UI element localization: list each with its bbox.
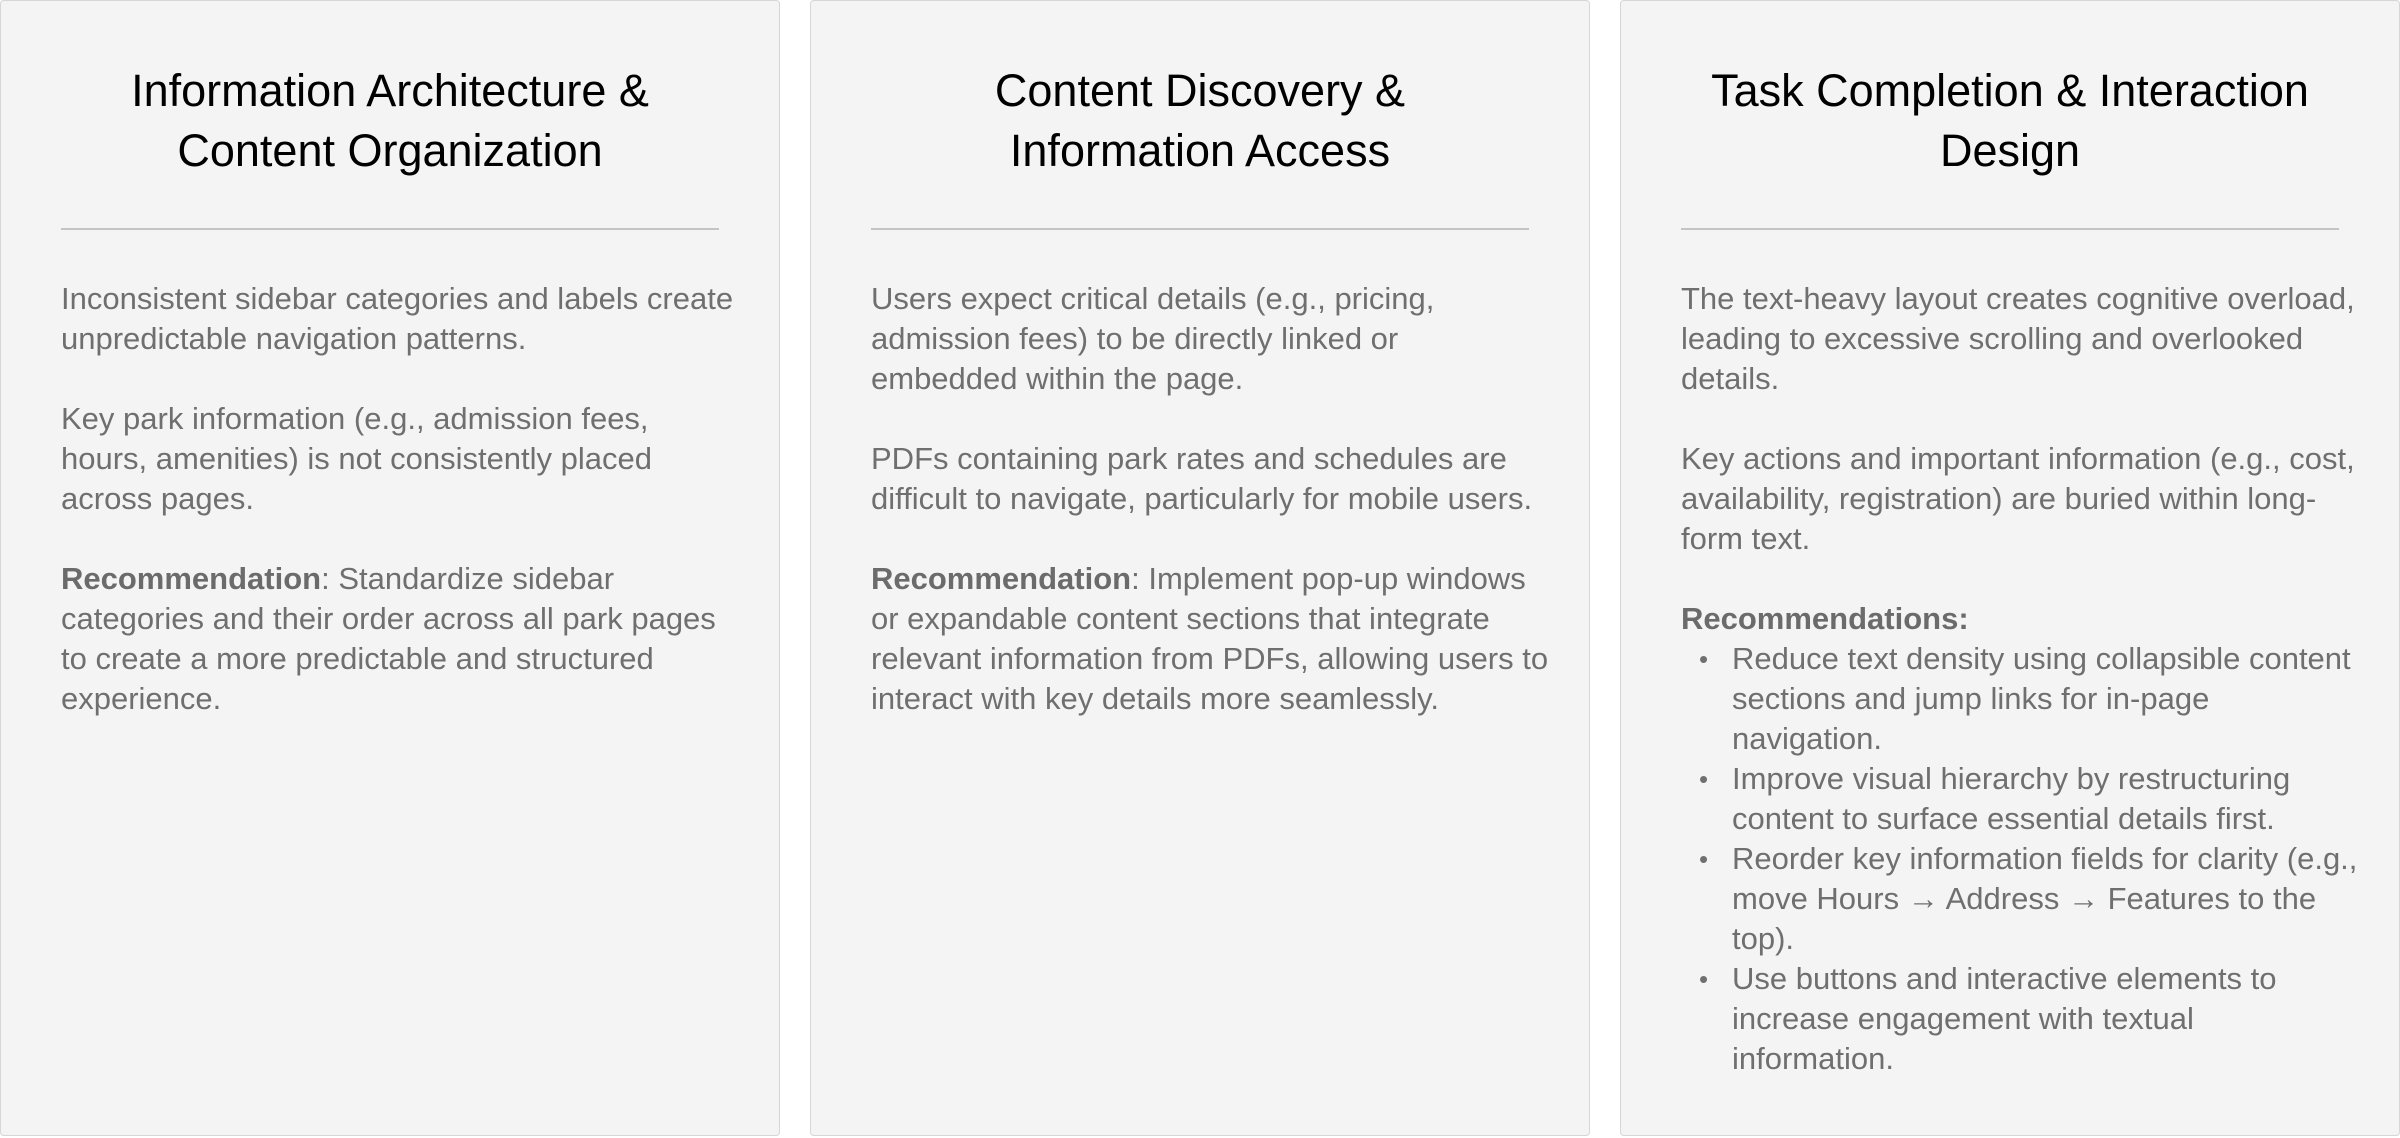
card-title [1681,61,2339,181]
card-information-architecture [0,0,780,1136]
recommendation-text: : Implement pop-up windows or expandable content sections that integrate relevant information from PDFs, allowing users to interact with key details more seamlessly. [871,561,1549,716]
card-title-line-2: Content Organization [177,125,603,176]
card-title [61,61,719,181]
card-title [871,61,1529,181]
card-task-completion [1620,0,2400,1136]
card-body [61,279,739,759]
bullet-icon: • [1699,844,1709,874]
list-item [1681,959,2359,1079]
bullet-icon: • [1699,964,1709,994]
finding-paragraph: The text-heavy layout creates cognitive overload, leading to excessive scrolling and overlooked details. [1681,281,2355,396]
list-item-text: Reduce text density using collapsible content sections and jump links for in-page navigation. [1732,641,2351,756]
recommendations-label: Recommendations: [1681,601,1969,636]
card-body [871,279,1549,759]
card-divider [61,228,719,230]
list-item-text: Improve visual hierarchy by restructuring content to surface essential details first. [1732,761,2291,836]
card-divider [871,228,1529,230]
finding-paragraph: Key park information (e.g., admission fees, hours, amenities) is not consistently placed across pages. [61,401,653,516]
recommendation-label: Recommendation [871,561,1132,596]
list-item [1681,839,2359,959]
bullet-icon: • [1699,764,1709,794]
finding-paragraph: Inconsistent sidebar categories and labels create unpredictable navigation patterns. [61,281,734,356]
card-title-line-1: Information Architecture & [131,65,649,116]
list-item [1681,639,2359,759]
recommendation-text: : Standardize sidebar categories and their order across all park pages to create a more predictable and structured experience. [61,561,716,716]
recommendations-list [1681,639,2359,1079]
card-title-line-1: Content Discovery & [994,65,1406,116]
list-item-text: Reorder key information fields for clarity (e.g., move Hours → Address → Features to the top). [1732,841,2358,956]
list-item-text: Use buttons and interactive elements to increase engagement with textual information. [1732,961,2277,1076]
card-title-line-1: Task Completion & Interaction [1711,65,2309,116]
finding-paragraph: PDFs containing park rates and schedules are difficult to navigate, particularly for mobile users. [871,441,1533,516]
recommendation-paragraph [871,559,1549,719]
list-item [1681,759,2359,839]
card-divider [1681,228,2339,230]
finding-paragraph: Key actions and important information (e.g., cost, availability, registration) are buried within long-form text. [1681,441,2355,556]
card-body [1681,279,2359,1079]
card-content-discovery [810,0,1590,1136]
bullet-icon: • [1699,644,1709,674]
card-title-line-2: Information Access [1009,125,1391,176]
recommendation-label: Recommendation [61,561,322,596]
recommendation-paragraph [61,559,739,719]
finding-paragraph: Users expect critical details (e.g., pricing, admission fees) to be directly linked or embedded within the page. [871,281,1435,396]
card-title-line-2: Design [1939,125,2081,176]
